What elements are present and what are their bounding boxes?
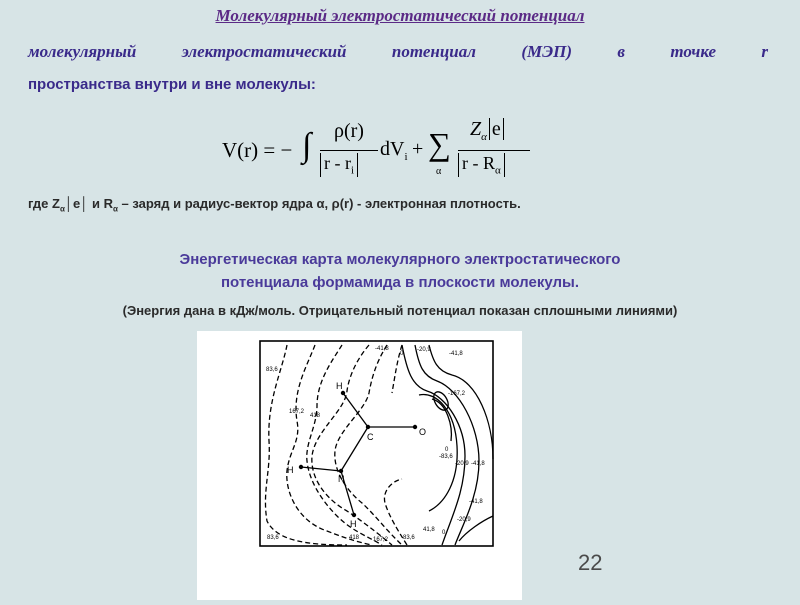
atom-h2: H xyxy=(287,465,294,475)
label-m83-6: -83,6 xyxy=(439,454,453,460)
atom-n: N xyxy=(338,474,345,484)
label-m20-9-top: -20,9 xyxy=(417,347,431,353)
formula-rho: ρ(r) xyxy=(334,120,364,142)
label-83-6-bottom: 83,6 xyxy=(267,535,279,541)
contour-solid-20-9 xyxy=(415,345,479,545)
contour-map-svg xyxy=(197,331,522,600)
formula-numerator-2: $Z_\alpha$ e xyxy=(470,118,504,143)
label-0-bottom: 0 xyxy=(442,530,446,536)
label-41-8-bottom: 41,8 xyxy=(423,527,435,533)
label-167-2-bottom: 167,2 xyxy=(373,537,389,543)
formula-plus: + xyxy=(412,138,424,160)
label-83-6-bottom-right: 83,6 xyxy=(403,535,415,541)
label-167-2-left: 167,2 xyxy=(289,409,305,415)
contour-dashed-inner-2 xyxy=(335,345,402,545)
label-0-right: 0 xyxy=(445,447,449,453)
atom-c: C xyxy=(367,432,374,442)
formula-sigma-sub: α xyxy=(436,166,442,177)
formula-dV: $dV_i$ xyxy=(380,138,408,163)
contour-dashed-83-6 xyxy=(265,345,347,545)
formula-integral: ∫ xyxy=(302,127,312,164)
contour-solid-0 xyxy=(402,345,465,545)
slide-title: Молекулярный электростатический потенциал xyxy=(215,6,585,25)
label-m41-8-far-right: -41,8 xyxy=(471,461,485,467)
atom-h3: H xyxy=(350,519,357,529)
label-m167-2: -167,2 xyxy=(448,391,466,397)
fraction-bar-2 xyxy=(458,150,530,151)
label-418-bottom: 418 xyxy=(349,535,360,541)
formula-denominator-2: r - $R_\alpha$ xyxy=(458,153,505,177)
map-subtitle-line-1: Энергетическая карта молекулярного электростатического xyxy=(179,251,621,268)
definition-line-1: молекулярный электростатический потенциал (МЭП) в точке r xyxy=(28,42,768,61)
map-subtitle-line-2: потенциала формамида в плоскости молекулы. xyxy=(220,274,580,291)
label-m20-9-right: -20,9 xyxy=(455,461,469,467)
contour-dashed-418 xyxy=(307,345,382,545)
contour-dashed-167-2 xyxy=(287,345,372,545)
map-frame xyxy=(260,341,493,546)
fraction-bar-1 xyxy=(320,150,378,151)
label-83-6-top: 83,6 xyxy=(266,367,278,373)
label-418-left: 418 xyxy=(310,413,321,419)
formamide-bonds xyxy=(301,393,415,515)
formamide-atoms xyxy=(299,391,417,517)
label-0-top: 0 xyxy=(400,351,404,357)
atom-o: O xyxy=(419,427,427,437)
where-explanation: где $Z_\alpha│e│$ и $R_\alpha$ – заряд и радиус-вектор ядра α, ρ(r) - электронная плотность. xyxy=(28,196,521,214)
map-note: (Энергия дана в кДж/моль. Отрицательный потенциал показан сплошными линиями) xyxy=(122,303,678,318)
mep-formula xyxy=(222,116,532,190)
atom-h1: H xyxy=(336,381,343,391)
label-m41-8-right: -41,8 xyxy=(449,351,463,357)
label-m41-8-bottom: -41,8 xyxy=(469,499,483,505)
formula-sigma: ∑ xyxy=(428,126,451,162)
formula-denominator-1: r - $r_i$ xyxy=(320,153,358,177)
mep-contour-map xyxy=(197,331,522,600)
label-m41-8-top: -41,8 xyxy=(375,346,389,352)
page-number: 22 xyxy=(578,550,603,575)
formula-lhs: V(r) = − xyxy=(222,138,293,162)
label-m20-9-bottom: -20,9 xyxy=(457,517,471,523)
definition-line-2: пространства внутри и вне молекулы: xyxy=(28,76,316,93)
